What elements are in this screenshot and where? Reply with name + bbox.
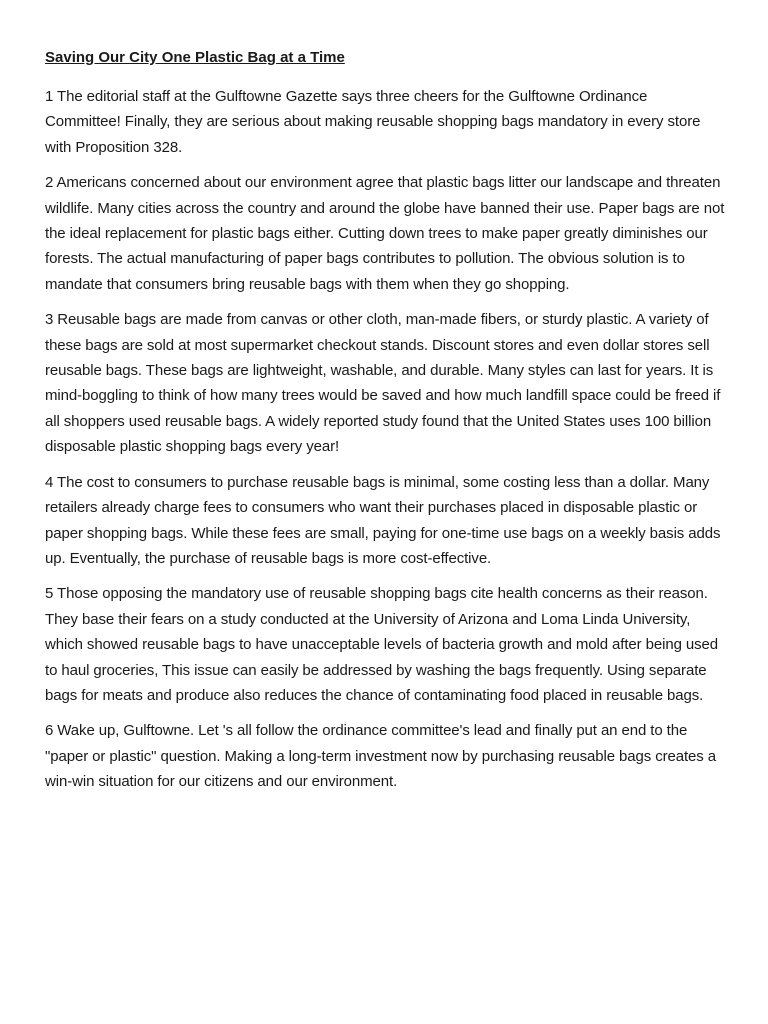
paragraph-2: 2 Americans concerned about our environment agree that plastic bags litter our landscape and threaten wildlife. Many cities across the country and around the globe have banned their use. Paper bags are not the ideal replacement for plastic bags either. Cutting down trees to make paper greatly diminishes our forests. The actual manufacturing of paper bags contributes to pollution. The obvious solution is to mandate that consumers bring reusable bags with them when they go shopping. xyxy=(45,174,725,293)
document-page xyxy=(45,48,725,805)
paragraph-5: 5 Those opposing the mandatory use of reusable shopping bags cite health concerns as their reason. They base their fears on a study conducted at the University of Arizona and Loma Linda University, which showed reusable bags to have unacceptable levels of bacteria growth and mold after being used to haul groceries, This issue can easily be addressed by washing the bags frequently. Using separate bags for meats and produce also reduces the chance of contaminating food placed in reusable bags. xyxy=(45,585,719,704)
paragraph-1: 1 The editorial staff at the Gulftowne Gazette says three cheers for the Gulftowne Ordinance Committee! Finally, they are serious about making reusable shopping bags mandatory in every store with Proposition 328. xyxy=(45,88,701,156)
paragraph-6: 6 Wake up, Gulftowne. Let 's all follow the ordinance committee's lead and finally put an end to the "paper or plastic" question. Making a long-term investment now by purchasing reusable bags creates a win-win situation for our citizens and our environment. xyxy=(45,722,717,791)
document-title: Saving Our City One Plastic Bag at a Time xyxy=(45,49,345,66)
paragraph-4: 4 The cost to consumers to purchase reusable bags is minimal, some costing less than a dollar. Many retailers already charge fees to consumers who want their purchases placed in disposable plastic or paper shopping bags. While these fees are small, paying for one-time use bags on a weekly basis adds up. Eventually, the purchase of reusable bags is more cost-effective. xyxy=(45,473,721,567)
paragraph-3: 3 Reusable bags are made from canvas or other cloth, man-made fibers, or sturdy plastic. A variety of these bags are sold at most supermarket checkout stands. Discount stores and even dollar stores sell reusable bags. These bags are lightweight, washable, and durable. Many styles can last for years. It is mind-boggling to think of how many trees would be saved and how much landfill space could be freed if all shoppers used reusable bags. A widely reported study found that the United States uses 100 billion disposable plastic shopping bags every year! xyxy=(45,311,721,456)
